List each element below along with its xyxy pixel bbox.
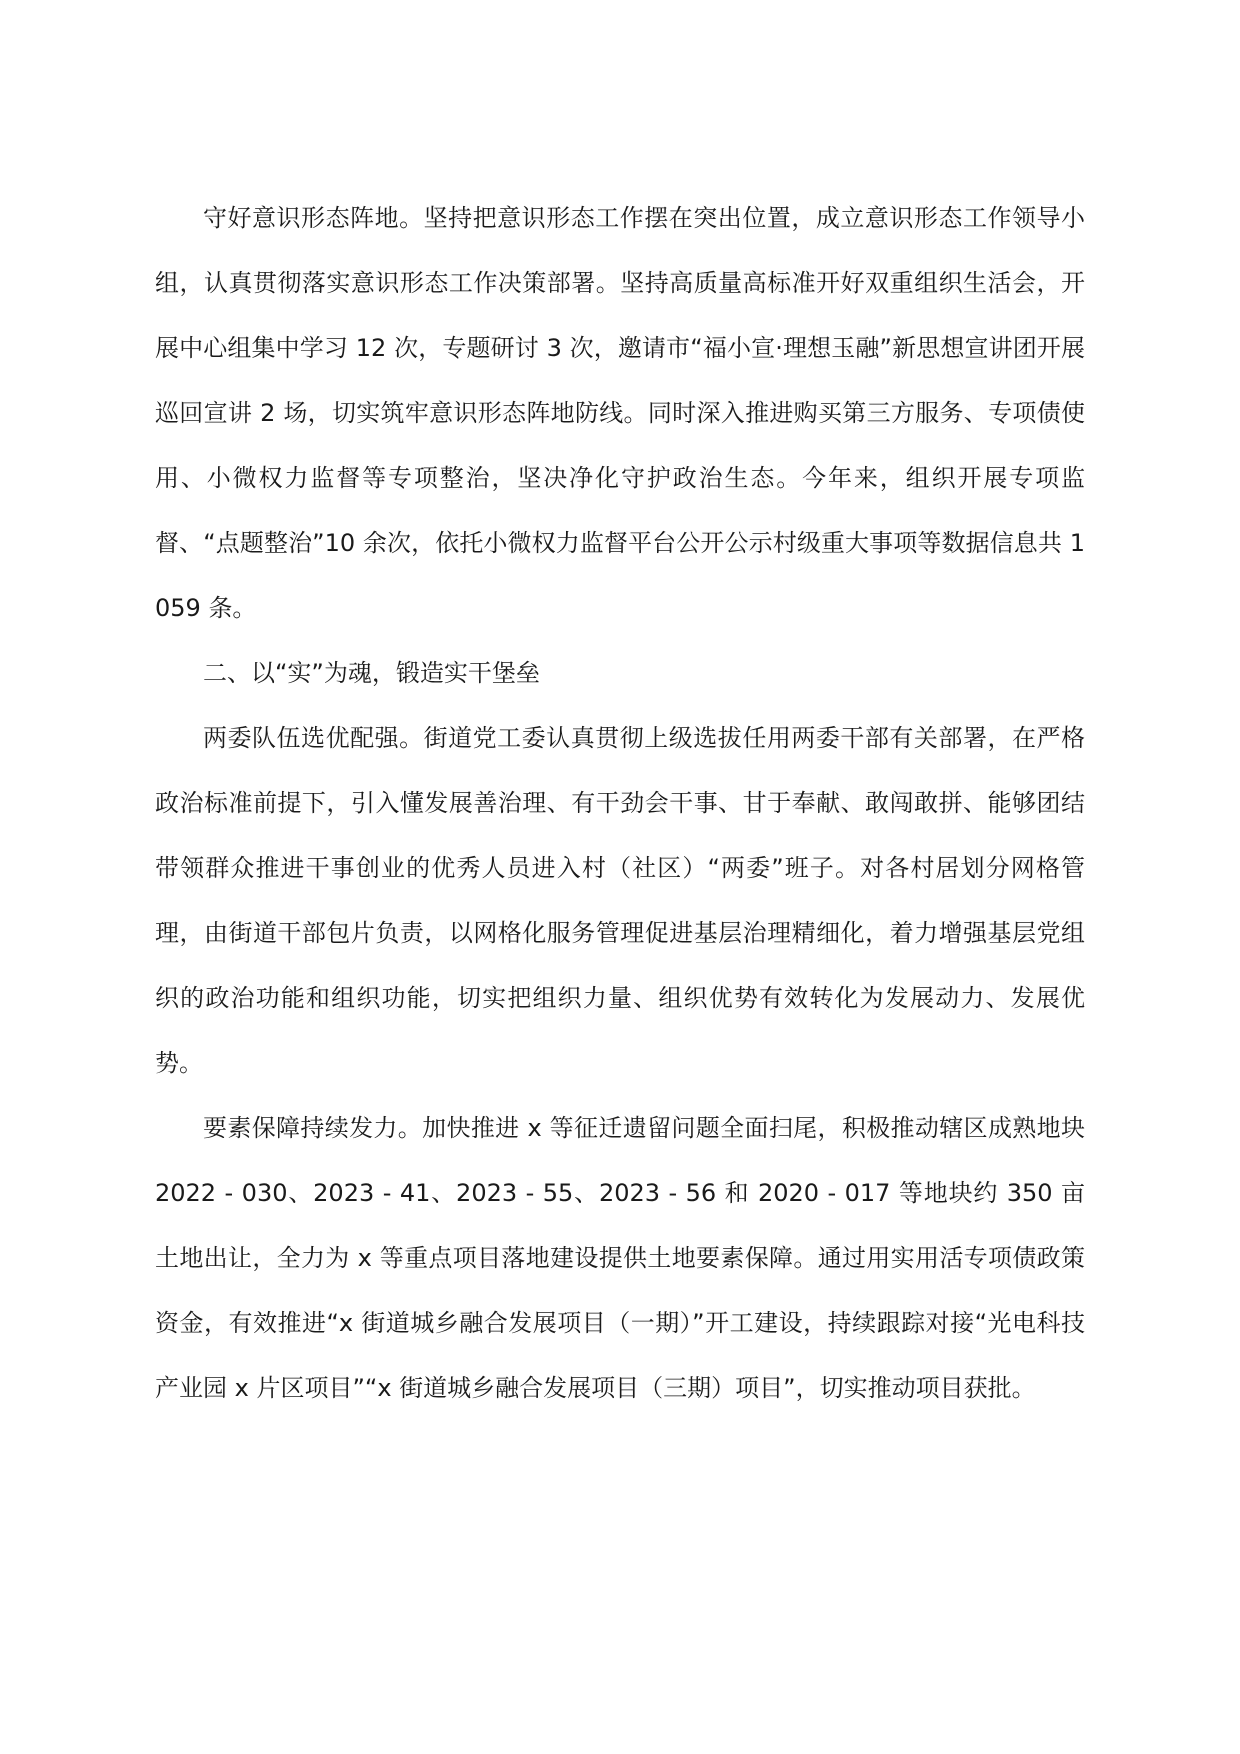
paragraph-factor-guarantee: 要素保障持续发力。加快推进 x 等征迁遗留问题全面扫尾，积极推动辖区成熟地块 2022 - 030、2023 - 41、2023 - 55、2023 - 56 和 2020 - 017 等地块约 350 亩土地出让，全力为 x 等重点项目落地建设提供土地要素保障。通过用实用活专项债政策资金，有效推进“x 街道城乡融合发展项目（一期）”开工建设，持续跟踪对接“光电科技产业园 x 片区项目”“x 街道城乡融合发展项目（三期）项目”，切实推动项目获批。	[155, 1114, 1085, 1402]
section-heading-2: 二、以“实”为魂，锻造实干堡垒	[203, 659, 540, 687]
document-body	[155, 186, 1085, 1421]
paragraph-ideology: 守好意识形态阵地。坚持把意识形态工作摆在突出位置，成立意识形态工作领导小组，认真贯彻落实意识形态工作决策部署。坚持高质量高标准开好双重组织生活会，开展中心组集中学习 12 次，专题研讨 3 次，邀请市“福小宣·理想玉融”新思想宣讲团开展巡回宣讲 2 场，切实筑牢意识形态阵地防线。同时深入推进购买第三方服务、专项债使用、小微权力监督等专项整治，坚决净化守护政治生态。今年来，组织开展专项监督、“点题整治”10 余次，依托小微权力监督平台公开公示村级重大事项等数据信息共 1059 条。	[155, 204, 1085, 622]
paragraph-two-committees: 两委队伍选优配强。街道党工委认真贯彻上级选拔任用两委干部有关部署，在严格政治标准前提下，引入懂发展善治理、有干劲会干事、甘于奉献、敢闯敢拼、能够团结带领群众推进干事创业的优秀人员进入村（社区）“两委”班子。对各村居划分网格管理，由街道干部包片负责，以网格化服务管理促进基层治理精细化，着力增强基层党组织的政治功能和组织功能，切实把组织力量、组织优势有效转化为发展动力、发展优势。	[155, 724, 1085, 1077]
